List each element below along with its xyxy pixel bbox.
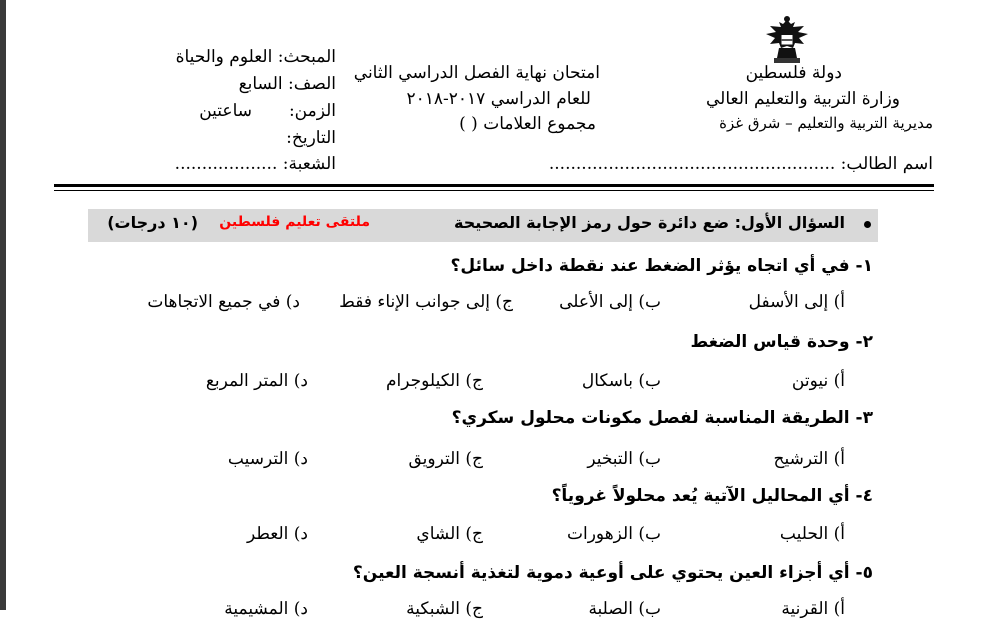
q1-option-d[interactable]: د) في جميع الاتجاهات (147, 292, 300, 312)
grade-label: الصف: السابع (238, 74, 336, 94)
bullet-icon (864, 221, 871, 228)
header-divider (54, 184, 934, 187)
q5-option-c[interactable]: ج) الشبكية (406, 599, 483, 619)
question-1-text: ١- في أي اتجاه يؤثر الضغط عند نقطة داخل سائل؟ (450, 256, 873, 276)
question-5-text: ٥- أي أجزاء العين يحتوي على أوعية دموية لتغذية أنسجة العين؟ (352, 563, 873, 583)
question-4-text: ٤- أي المحاليل الآتية يُعد محلولاً غروياً؟ (551, 486, 873, 506)
q5-option-a[interactable]: أ) القرنية (781, 599, 845, 619)
total-marks: مجموع العلامات ( ) (459, 114, 596, 134)
directorate-name: مديرية التربية والتعليم – شرق غزة (719, 114, 933, 132)
q4-option-b[interactable]: ب) الزهورات (566, 524, 661, 544)
time-label: الزمن: (288, 101, 336, 121)
exam-title: امتحان نهاية الفصل الدراسي الثاني (353, 63, 600, 83)
question-2-text: ٢- وحدة قياس الضغط (690, 332, 873, 352)
left-border (0, 0, 6, 610)
question-title: السؤال الأول: ضع دائرة حول رمز الإجابة الصحيحة (454, 213, 845, 232)
student-name-field[interactable]: اسم الطالب: ..................................................... (548, 154, 933, 174)
date-label: التاريخ: (286, 128, 336, 148)
palestine-eagle-emblem-icon (762, 14, 812, 66)
q3-option-a[interactable]: أ) الترشيح (773, 449, 845, 469)
q3-option-b[interactable]: ب) التبخير (587, 449, 661, 469)
section-label: الشعبة: ................... (174, 154, 336, 174)
school-year: للعام الدراسي ٢٠١٧-٢٠١٨ (406, 89, 591, 109)
subject-label: المبحث: العلوم والحياة (175, 47, 336, 67)
q2-option-a[interactable]: أ) نيوتن (791, 371, 845, 391)
question-marks: (١٠ درجات) (107, 213, 198, 232)
q4-option-d[interactable]: د) العطر (246, 524, 308, 544)
q3-option-c[interactable]: ج) الترويق (408, 449, 483, 469)
question-3-text: ٣- الطريقة المناسبة لفصل مكونات محلول سكري؟ (451, 408, 873, 428)
q1-option-c[interactable]: ج) إلى جوانب الإناء فقط (339, 292, 513, 312)
q2-option-c[interactable]: ج) الكيلوجرام (386, 371, 483, 391)
q5-option-b[interactable]: ب) الصلبة (588, 599, 661, 619)
q3-option-d[interactable]: د) الترسيب (227, 449, 308, 469)
q4-option-a[interactable]: أ) الحليب (779, 524, 845, 544)
q2-option-b[interactable]: ب) باسكال (581, 371, 661, 391)
country-name: دولة فلسطين (745, 63, 842, 83)
q1-option-a[interactable]: أ) إلى الأسفل (748, 292, 845, 312)
ministry-name: وزارة التربية والتعليم العالي (705, 89, 900, 109)
brand-label: ملتقى تعليم فلسطين (219, 214, 370, 230)
header-divider-thin (54, 190, 934, 191)
q1-option-b[interactable]: ب) إلى الأعلى (559, 292, 661, 312)
q2-option-d[interactable]: د) المتر المربع (205, 371, 308, 391)
q4-option-c[interactable]: ج) الشاي (416, 524, 483, 544)
q5-option-d[interactable]: د) المشيمية (224, 599, 308, 619)
time-value: ساعتين (199, 101, 252, 121)
